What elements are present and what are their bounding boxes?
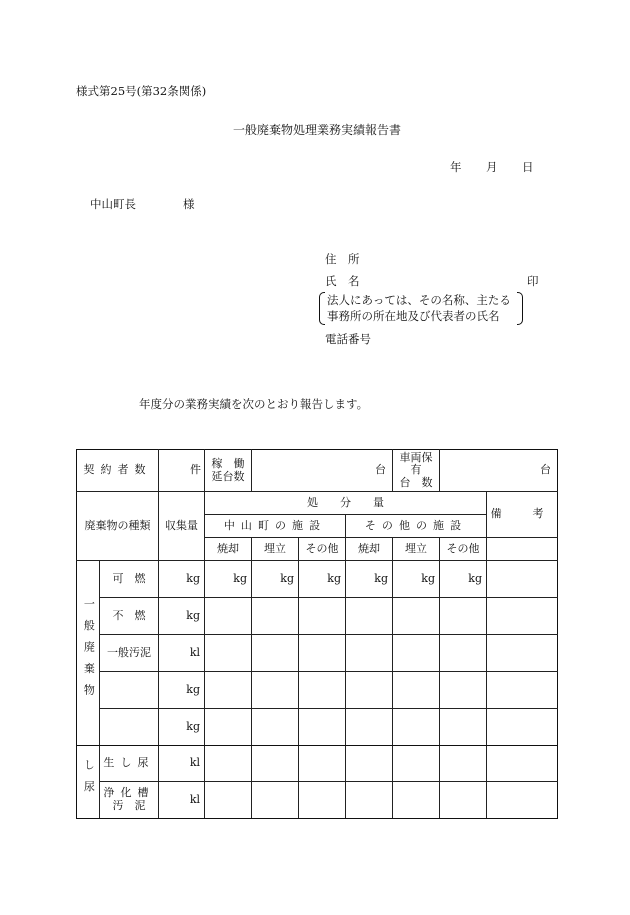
unit-cell: kg [299, 561, 346, 598]
corporate-note-line1: 法人にあっては、その名称、主たる [327, 293, 511, 307]
operating-line2: 延台数 [211, 469, 245, 483]
operating-value: 台 [252, 450, 393, 492]
other-facility-header: その他の施設 [346, 515, 487, 538]
waste-type-header: 廃棄物の種類 [77, 492, 159, 561]
landfill-header: 埋立 [393, 538, 440, 561]
data-cell [252, 635, 299, 672]
data-cell [299, 746, 346, 782]
remarks-cell [487, 635, 558, 672]
note-bracket-right [517, 292, 523, 325]
general-waste-group-label: 一般廃棄物 [82, 597, 96, 705]
unit-cell: kg [346, 561, 393, 598]
nakayama-facility-header: 中山町の施設 [205, 515, 346, 538]
data-cell [346, 746, 393, 782]
remarks-cell [487, 672, 558, 709]
collection-header: 収集量 [159, 492, 205, 561]
data-cell [393, 746, 440, 782]
name-label: 氏 名 [325, 274, 360, 288]
unit-cell: kg [440, 561, 487, 598]
data-cell [299, 598, 346, 635]
vehicles-line1: 車両保有 [399, 450, 433, 477]
disposal-header: 処 分 量 [205, 492, 487, 515]
form-number: 様式第25号(第32条関係) [76, 84, 207, 98]
collection-unit: kl [159, 746, 205, 782]
data-cell [440, 709, 487, 746]
other-header: その他 [440, 538, 487, 561]
addressee-honorific: 様 [183, 197, 195, 211]
collection-unit: kg [159, 672, 205, 709]
data-cell [393, 782, 440, 819]
data-cell [205, 598, 252, 635]
document-title: 一般廃棄物処理業務実績報告書 [233, 123, 402, 137]
data-cell [299, 672, 346, 709]
note-bracket-left [319, 292, 325, 325]
waste-name: 一般汚泥 [100, 635, 159, 672]
date-day: 日 [522, 160, 534, 174]
vehicles-line2: 台 数 [399, 475, 433, 489]
data-cell [393, 672, 440, 709]
contractors-unit: 件 [159, 450, 205, 492]
remarks-cell [487, 598, 558, 635]
waste-name [100, 709, 159, 746]
remarks-cell [487, 709, 558, 746]
data-cell [205, 635, 252, 672]
unit-cell: kg [393, 561, 440, 598]
remarks-cell [487, 538, 558, 561]
data-cell [346, 635, 393, 672]
data-cell [205, 782, 252, 819]
address-label: 住 所 [325, 252, 360, 266]
data-cell [252, 709, 299, 746]
waste-name [100, 672, 159, 709]
seal-mark: 印 [527, 274, 539, 288]
data-cell [440, 598, 487, 635]
landfill-header: 埋立 [252, 538, 299, 561]
septic-sludge-line1: 浄化槽 [103, 786, 155, 800]
remarks-cell [487, 782, 558, 819]
data-cell [346, 709, 393, 746]
data-cell [346, 672, 393, 709]
data-cell [393, 635, 440, 672]
data-cell [440, 672, 487, 709]
data-cell [440, 782, 487, 819]
other-header: その他 [299, 538, 346, 561]
data-cell [205, 746, 252, 782]
data-cell [346, 782, 393, 819]
unit-cell: kg [252, 561, 299, 598]
phone-label: 電話番号 [325, 332, 371, 346]
collection-unit: kg [159, 709, 205, 746]
data-cell [205, 672, 252, 709]
data-cell [205, 709, 252, 746]
remarks-cell [487, 746, 558, 782]
septic-sludge-line2: 汚 泥 [112, 799, 146, 812]
data-cell [252, 598, 299, 635]
collection-unit: kl [159, 635, 205, 672]
data-cell [440, 635, 487, 672]
intro-text: 年度分の業務実績を次のとおり報告します。 [139, 397, 369, 411]
collection-unit: kg [159, 561, 205, 598]
date-month: 月 [486, 160, 498, 174]
data-cell [252, 746, 299, 782]
contractors-label: 契約者数 [77, 450, 159, 492]
data-cell [346, 598, 393, 635]
operating-label [205, 450, 252, 492]
data-cell [299, 635, 346, 672]
night-soil-group [77, 746, 100, 819]
collection-unit: kl [159, 782, 205, 819]
waste-name: 可 燃 [100, 561, 159, 598]
incineration-header: 焼却 [205, 538, 252, 561]
remarks-header: 備 考 [487, 492, 558, 538]
unit-cell: kg [205, 561, 252, 598]
data-cell [393, 598, 440, 635]
report-table [76, 449, 558, 819]
date-year: 年 [450, 160, 462, 174]
data-cell [299, 709, 346, 746]
data-cell [252, 672, 299, 709]
data-cell [252, 782, 299, 819]
vehicles-label [393, 450, 440, 492]
data-cell [440, 746, 487, 782]
septic-sludge-name [100, 782, 159, 819]
incineration-header: 焼却 [346, 538, 393, 561]
waste-name: 不 燃 [100, 598, 159, 635]
corporate-note-line2: 事務所の所在地及び代表者の氏名 [327, 309, 500, 323]
vehicles-value: 台 [440, 450, 558, 492]
remarks-cell [487, 561, 558, 598]
night-soil-name: 生し尿 [100, 746, 159, 782]
operating-line1: 稼 働 [211, 456, 245, 470]
night-soil-group-label: し尿 [82, 758, 96, 802]
collection-unit: kg [159, 598, 205, 635]
general-waste-group [77, 561, 100, 746]
data-cell [393, 709, 440, 746]
addressee-name: 中山町長 [90, 197, 136, 211]
data-cell [299, 782, 346, 819]
